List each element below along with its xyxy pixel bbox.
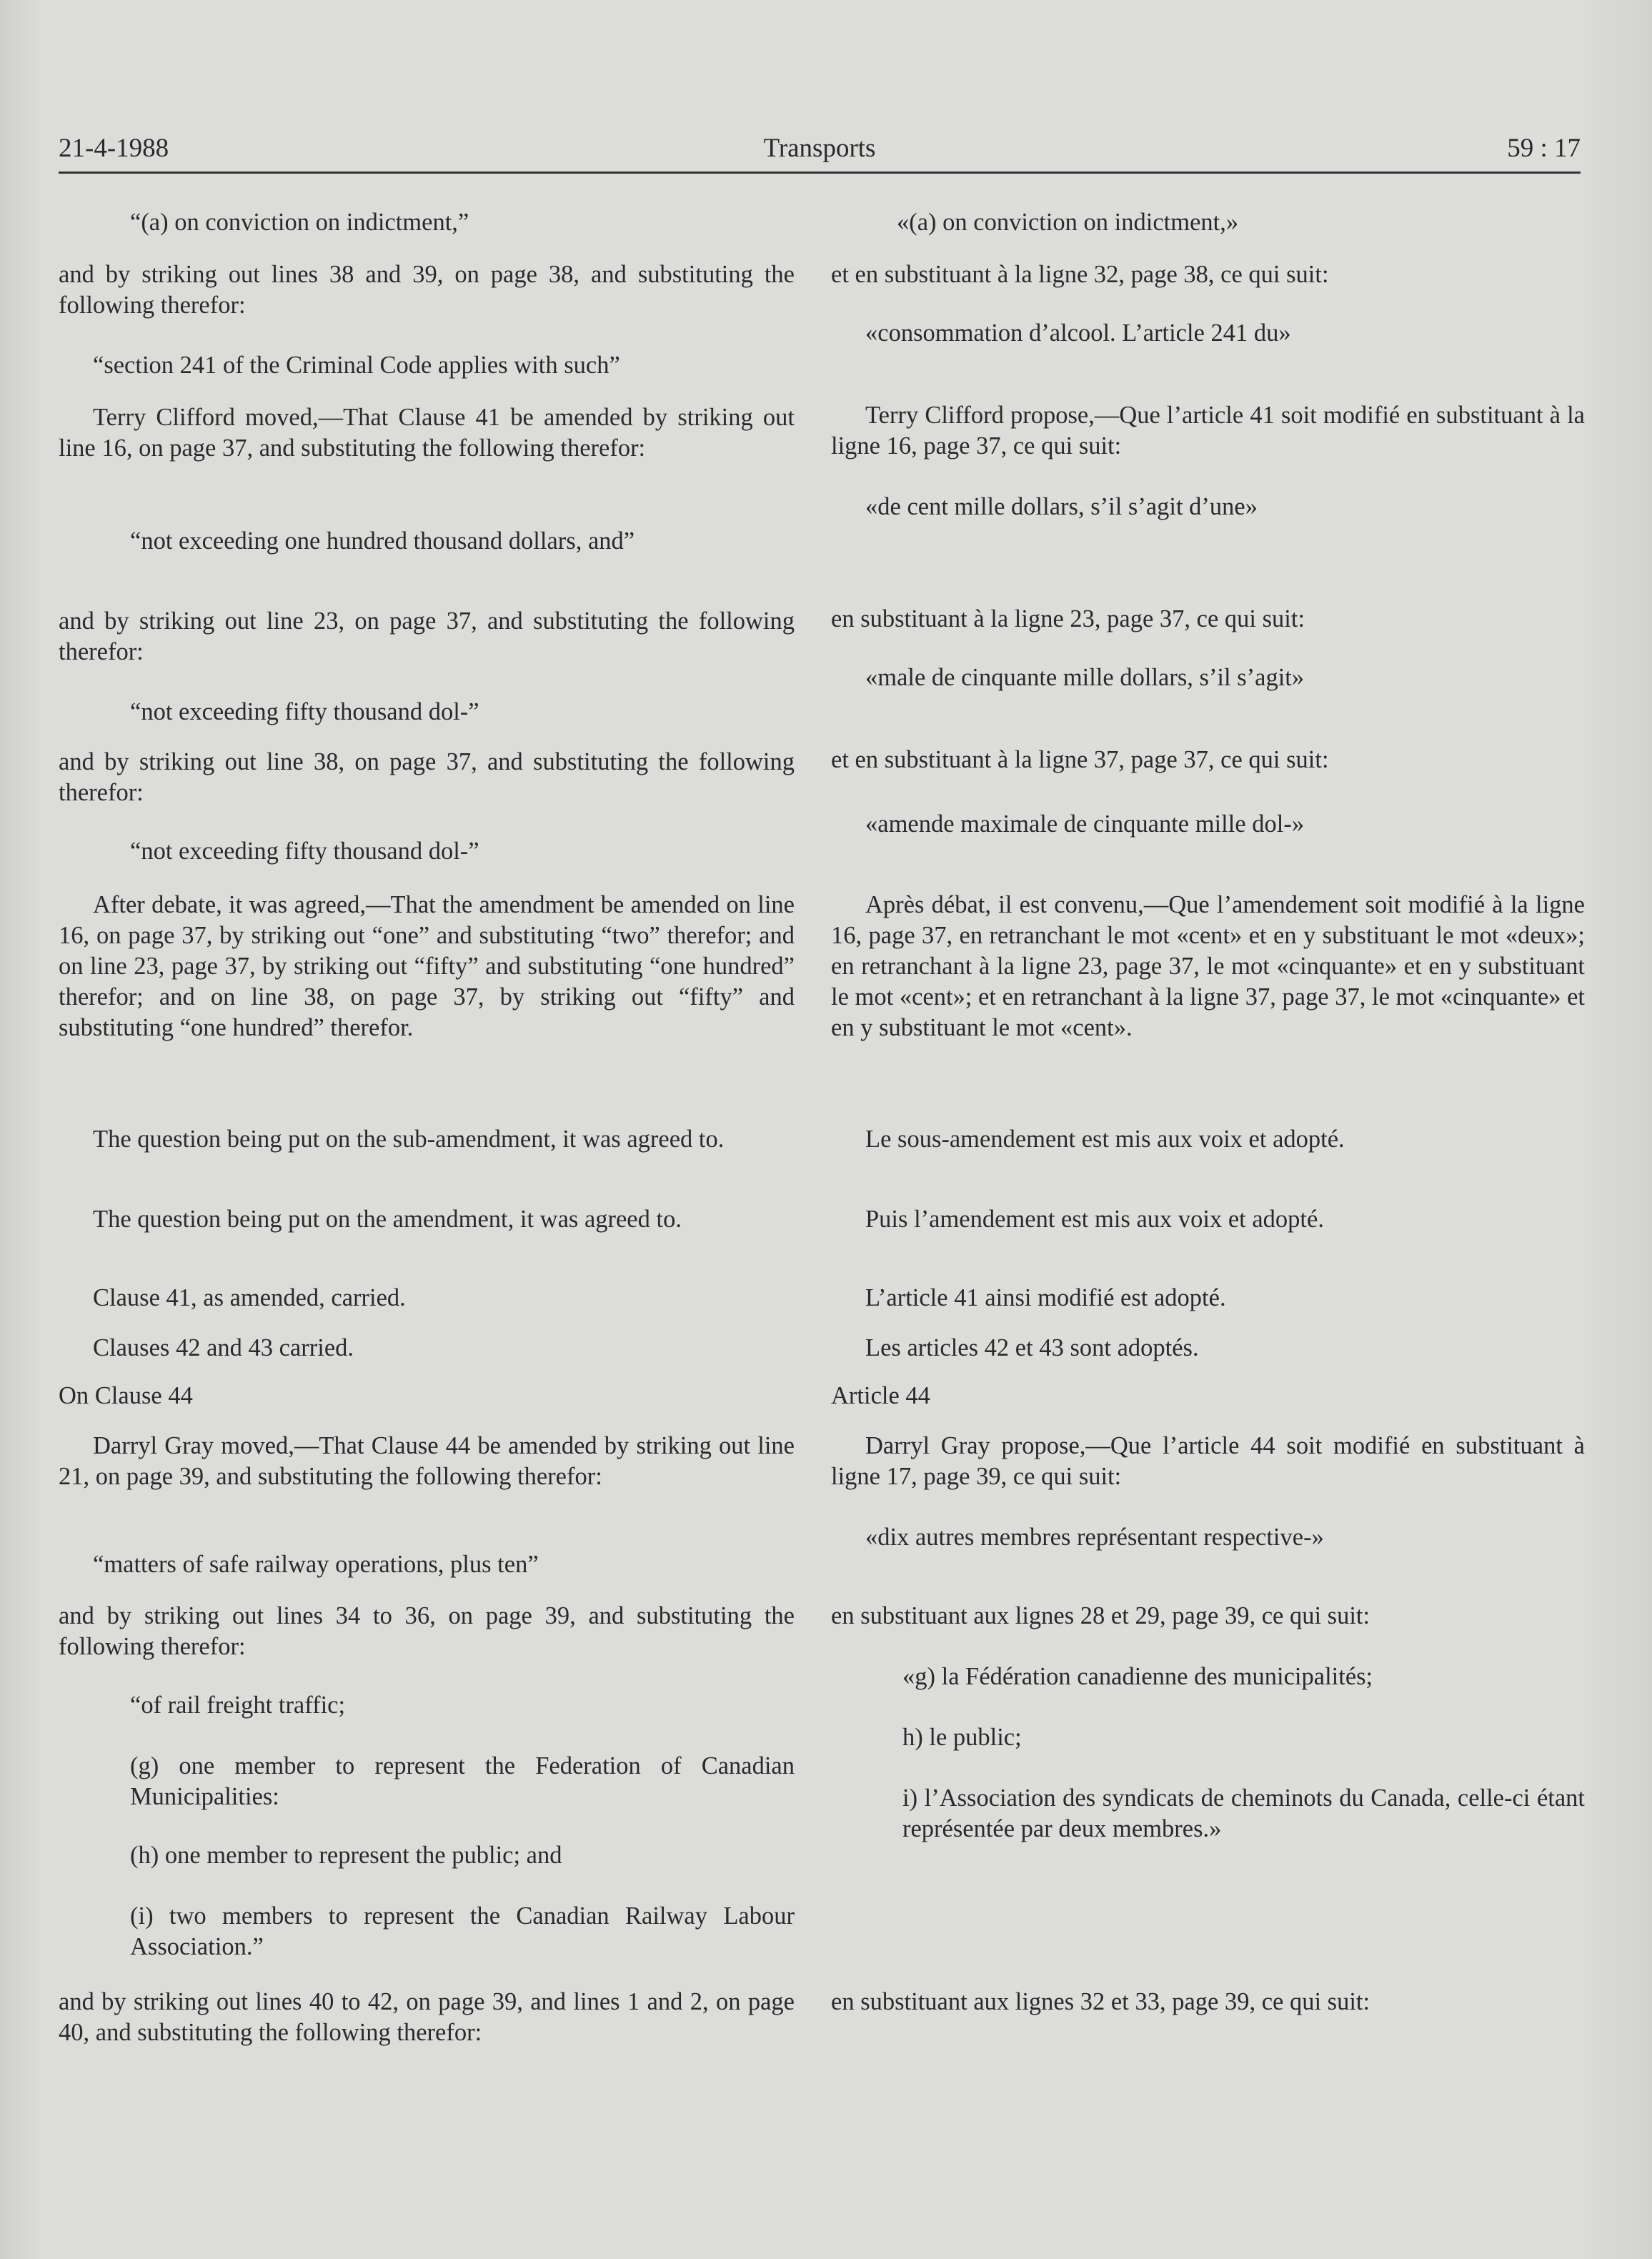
paragraph: and by striking out lines 40 to 42, on page 39, and lines 1 and 2, on page 40, and substituting the following therefor:	[59, 1988, 795, 2046]
quote: h) le public;	[902, 1724, 1022, 1751]
header-title: Transports	[763, 134, 876, 163]
quote: “not exceeding fifty thousand dol-”	[130, 838, 479, 865]
paragraph: Le sous-amendement est mis aux voix et adopté.	[865, 1126, 1345, 1153]
quote: «consommation d’alcool. L’article 241 du»	[865, 319, 1291, 347]
quote: (i) two members to represent the Canadian Railway Labour Association.”	[130, 1902, 795, 1960]
section-heading: On Clause 44	[59, 1382, 193, 1409]
paragraph: Clause 41, as amended, carried.	[93, 1284, 406, 1311]
paragraph: Terry Clifford propose,—Que l’article 41 soit modifié en substituant à la ligne 16, page 37, ce qui suit:	[831, 402, 1585, 460]
quote: «amende maximale de cinquante mille dol-»	[865, 810, 1305, 838]
paragraph: and by striking out line 23, on page 37, and substituting the following therefor:	[59, 607, 795, 665]
quote: «de cent mille dollars, s’il s’agit d’une»	[865, 493, 1258, 520]
paragraph: en substituant à la ligne 23, page 37, ce qui suit:	[831, 605, 1305, 632]
paragraph: Darryl Gray moved,—That Clause 44 be amended by striking out line 21, on page 39, and substituting the following therefor:	[59, 1432, 795, 1490]
quote: i) l’Association des syndicats de cheminots du Canada, celle-ci étant représentée par deux membres.»	[902, 1784, 1585, 1842]
paragraph: and by striking out lines 38 and 39, on page 38, and substituting the following therefor:	[59, 261, 795, 319]
paragraph: Après débat, il est convenu,—Que l’amendement soit modifié à la ligne 16, page 37, en retranchant le mot «cent» et en y substituant le mot «deux»; en retranchant à la ligne 23, page 37, le mot «cinquante» et en y substituant le mot «cent»; et en retranchant à la ligne 37, page 37, le mot «cinquante» et en y substituant le mot «cent».	[831, 891, 1585, 1041]
paragraph: Les articles 42 et 43 sont adoptés.	[865, 1334, 1199, 1361]
quote: “not exceeding fifty thousand dol-”	[130, 698, 479, 725]
paragraph: et en substituant à la ligne 32, page 38, ce qui suit:	[831, 261, 1329, 288]
paragraph: and by striking out line 38, on page 37, and substituting the following therefor:	[59, 748, 795, 806]
paragraph: Darryl Gray propose,—Que l’article 44 soit modifié en substituant à ligne 17, page 39, ce qui suit:	[831, 1432, 1585, 1490]
header-date: 21-4-1988	[59, 134, 169, 163]
paragraph: “(a) on conviction on indictment,”	[130, 209, 469, 236]
quote: «g) la Fédération canadienne des municipalités;	[902, 1663, 1373, 1690]
paragraph: Clauses 42 and 43 carried.	[93, 1334, 354, 1361]
paragraph: “section 241 of the Criminal Code applies with such”	[93, 352, 620, 379]
paragraph: The question being put on the amendment, it was agreed to.	[93, 1206, 682, 1233]
section-heading: Article 44	[831, 1382, 930, 1409]
paragraph: The question being put on the sub-amendment, it was agreed to.	[93, 1126, 725, 1153]
quote: «male de cinquante mille dollars, s’il s’agit»	[865, 664, 1305, 691]
paragraph: en substituant aux lignes 32 et 33, page 39, ce qui suit:	[831, 1988, 1370, 2015]
paragraph: Puis l’amendement est mis aux voix et adopté.	[865, 1206, 1324, 1233]
quote: “not exceeding one hundred thousand dollars, and”	[130, 527, 635, 555]
paragraph: et en substituant à la ligne 37, page 37, ce qui suit:	[831, 746, 1329, 773]
paragraph: L’article 41 ainsi modifié est adopté.	[865, 1284, 1226, 1311]
paragraph: en substituant aux lignes 28 et 29, page 39, ce qui suit:	[831, 1602, 1370, 1629]
header-rule	[59, 172, 1581, 174]
quote: “matters of safe railway operations, plus ten”	[93, 1551, 539, 1578]
paragraph: Terry Clifford moved,—That Clause 41 be amended by striking out line 16, on page 37, and substituting the following therefor:	[59, 404, 795, 462]
paragraph: After debate, it was agreed,—That the amendment be amended on line 16, on page 37, by striking out “one” and substituting “two” therefor; and on line 23, page 37, by striking out “fifty” and substituting “one hundred” therefor; and on line 38, on page 37, by striking out “fifty” and substituting “one hundred” therefor.	[59, 891, 795, 1041]
page-header	[59, 133, 1581, 172]
quote: “of rail freight traffic;	[130, 1692, 346, 1719]
paragraph: «(a) on conviction on indictment,»	[897, 209, 1239, 236]
header-page-number: 59 : 17	[1507, 134, 1581, 163]
quote: (g) one member to represent the Federation of Canadian Municipalities:	[130, 1752, 795, 1810]
quote: «dix autres membres représentant respective-»	[865, 1524, 1324, 1551]
paragraph: and by striking out lines 34 to 36, on page 39, and substituting the following therefor:	[59, 1602, 795, 1660]
quote: (h) one member to represent the public; and	[130, 1842, 562, 1869]
